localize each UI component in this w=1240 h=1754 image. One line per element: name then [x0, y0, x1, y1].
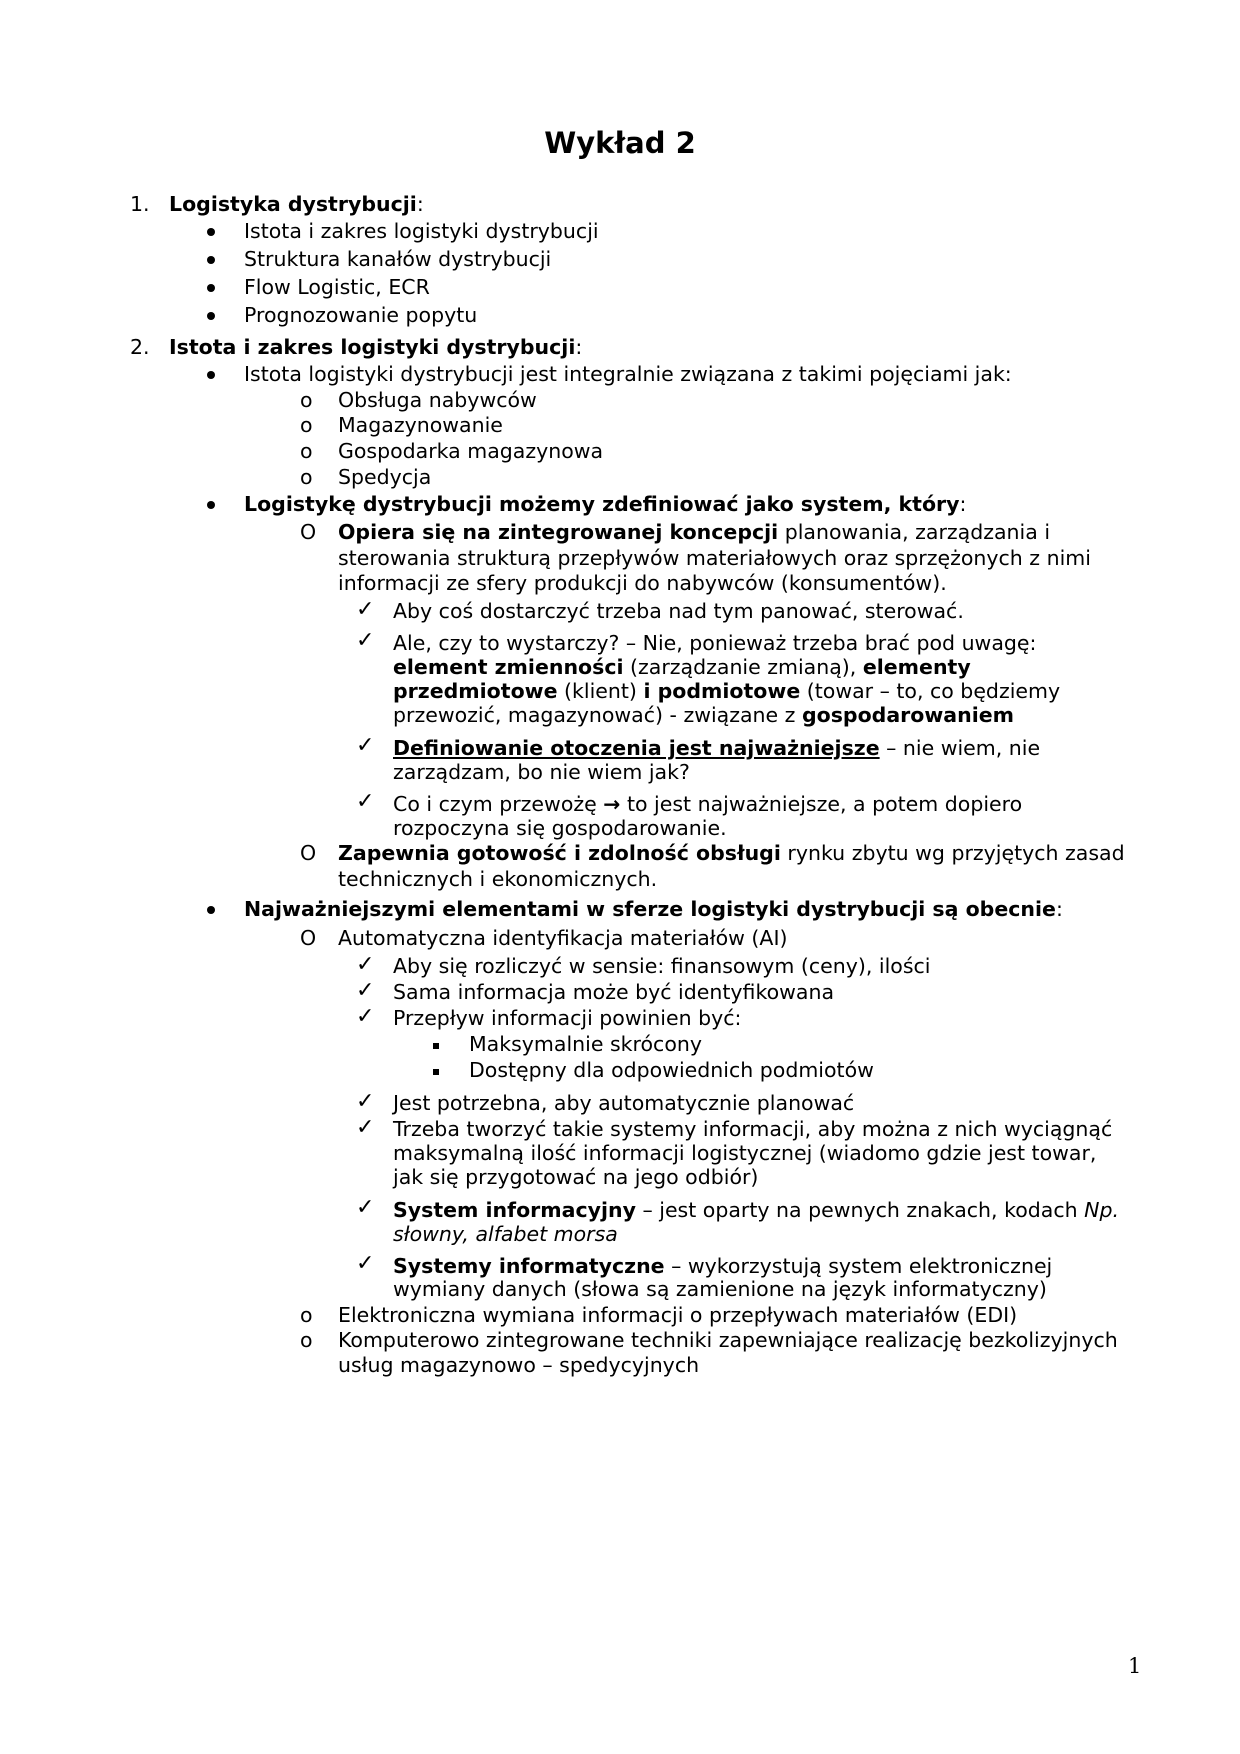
bullet-dot	[207, 906, 215, 914]
section-number: 1.	[130, 192, 150, 216]
text-line: przedmiotowe (klient) i podmiotowe (towar – to, co będziemy	[393, 679, 1061, 703]
text-line: Zapewnia gotowość i zdolność obsługi rynku zbytu wg przyjętych zasad	[338, 841, 1125, 865]
text-line: Sama informacja może być identyfikowana	[393, 980, 835, 1004]
check-icon: ✓	[356, 1195, 375, 1220]
heading-text: Logistyka dystrybucji	[169, 192, 417, 216]
text-line: Elektroniczna wymiana informacji o przepływach materiałów (EDI)	[338, 1303, 1018, 1327]
check-icon: ✓	[356, 597, 375, 622]
text-line: System informacyjny – jest oparty na pewnych znakach, kodach Np.	[393, 1198, 1119, 1222]
check-icon: ✓	[356, 628, 375, 653]
text-line: przewozić, magazynować) - związane z gospodarowaniem	[393, 703, 1015, 727]
text-line: Maksymalnie skrócony	[469, 1032, 702, 1056]
O-marker: O	[300, 520, 317, 544]
section-heading: Istota i zakres logistyki dystrybucji:	[169, 335, 583, 359]
text-line: zarządzam, bo nie wiem jak?	[393, 760, 690, 784]
o-marker: o	[300, 1303, 313, 1327]
text-line: Ale, czy to wystarczy? – Nie, ponieważ trzeba brać pod uwagę:	[393, 631, 1037, 655]
list-item: Magazynowanie	[338, 413, 503, 437]
o-marker: o	[300, 1328, 313, 1352]
list-item: Istota i zakres logistyki dystrybucji	[244, 219, 599, 243]
text-line: Jest potrzebna, aby automatycznie planować	[393, 1091, 855, 1115]
bullet-dot	[207, 284, 215, 292]
text-line: Najważniejszymi elementami w sferze logistyki dystrybucji są obecnie:	[244, 897, 1063, 921]
section-number: 2.	[130, 335, 150, 359]
text-line: wymiany danych (słowa są zamienione na język informatyczny)	[393, 1277, 1047, 1301]
text-line: element zmienności (zarządzanie zmianą), elementy	[393, 655, 971, 679]
text-line: informacji ze sfery produkcji do nabywców (konsumentów).	[338, 571, 947, 595]
page-title: Wykład 2	[544, 126, 696, 160]
text-line: Przepływ informacji powinien być:	[393, 1006, 742, 1030]
text-line: sterowania strukturą przepływów materiałowych oraz sprzężonych z nimi	[338, 546, 1091, 570]
arrow-right-icon: →	[603, 792, 621, 816]
list-item: Spedycja	[338, 465, 432, 489]
o-marker: o	[300, 465, 313, 489]
bullet-dot	[207, 228, 215, 236]
bullet-dot	[207, 312, 215, 320]
list-item: Istota logistyki dystrybucji jest integralnie związana z takimi pojęciami jak:	[244, 362, 1012, 386]
text-line: technicznych i ekonomicznych.	[338, 867, 658, 891]
check-icon: ✓	[356, 733, 375, 758]
square-bullet	[433, 1043, 439, 1049]
o-marker: o	[300, 388, 313, 412]
text-line: Komputerowo zintegrowane techniki zapewniające realizację bezkolizyjnych	[338, 1328, 1118, 1352]
o-marker: o	[300, 439, 313, 463]
square-bullet	[433, 1069, 439, 1075]
O-marker: O	[300, 926, 317, 950]
check-icon: ✓	[356, 789, 375, 814]
list-item: Prognozowanie popytu	[244, 303, 478, 327]
list-item: Flow Logistic, ECR	[244, 275, 430, 299]
check-icon: ✓	[356, 1089, 375, 1114]
text-line: jak się przygotować na jego odbiór)	[393, 1165, 759, 1189]
definition-line: Logistykę dystrybucji możemy zdefiniować jako system, który:	[244, 492, 967, 516]
text-line: Dostępny dla odpowiednich podmiotów	[469, 1058, 874, 1082]
text-line: Systemy informatyczne – wykorzystują system elektronicznej	[393, 1254, 1053, 1278]
text-line: Aby coś dostarczyć trzeba nad tym panować, sterować.	[393, 599, 964, 623]
check-icon: ✓	[356, 952, 375, 977]
check-icon: ✓	[356, 1251, 375, 1276]
heading-text: Istota i zakres logistyki dystrybucji	[169, 335, 576, 359]
text-line: Opiera się na zintegrowanej koncepcji planowania, zarządzania i	[338, 520, 1051, 544]
check-icon: ✓	[356, 978, 375, 1003]
check-icon: ✓	[356, 1115, 375, 1140]
text-line: rozpoczyna się gospodarowanie.	[393, 816, 727, 840]
text-line: Definiowanie otoczenia jest najważniejsze – nie wiem, nie	[393, 736, 1041, 760]
text-line: maksymalną ilość informacji logistycznej (wiadomo gdzie jest towar,	[393, 1141, 1097, 1165]
text-line: usług magazynowo – spedycyjnych	[338, 1353, 700, 1377]
list-item: Struktura kanałów dystrybucji	[244, 247, 552, 271]
section-heading: Logistyka dystrybucji:	[169, 192, 424, 216]
text-line: Automatyczna identyfikacja materiałów (AI)	[338, 926, 788, 950]
check-icon: ✓	[356, 1004, 375, 1029]
bullet-dot	[207, 256, 215, 264]
O-marker: O	[300, 841, 317, 865]
text-line: słowny, alfabet morsa	[393, 1222, 618, 1246]
bullet-dot	[207, 501, 215, 509]
bullet-dot	[207, 371, 215, 379]
text-line: Co i czym przewożę → to jest najważniejsze, a potem dopiero	[393, 792, 1023, 816]
list-item: Gospodarka magazynowa	[338, 439, 604, 463]
text-line: Aby się rozliczyć w sensie: finansowym (ceny), ilości	[393, 954, 931, 978]
text-line: Trzeba tworzyć takie systemy informacji, aby można z nich wyciągnąć	[393, 1117, 1113, 1141]
o-marker: o	[300, 413, 313, 437]
list-item: Obsługa nabywców	[338, 388, 537, 412]
page-number: 1	[1128, 1654, 1142, 1678]
